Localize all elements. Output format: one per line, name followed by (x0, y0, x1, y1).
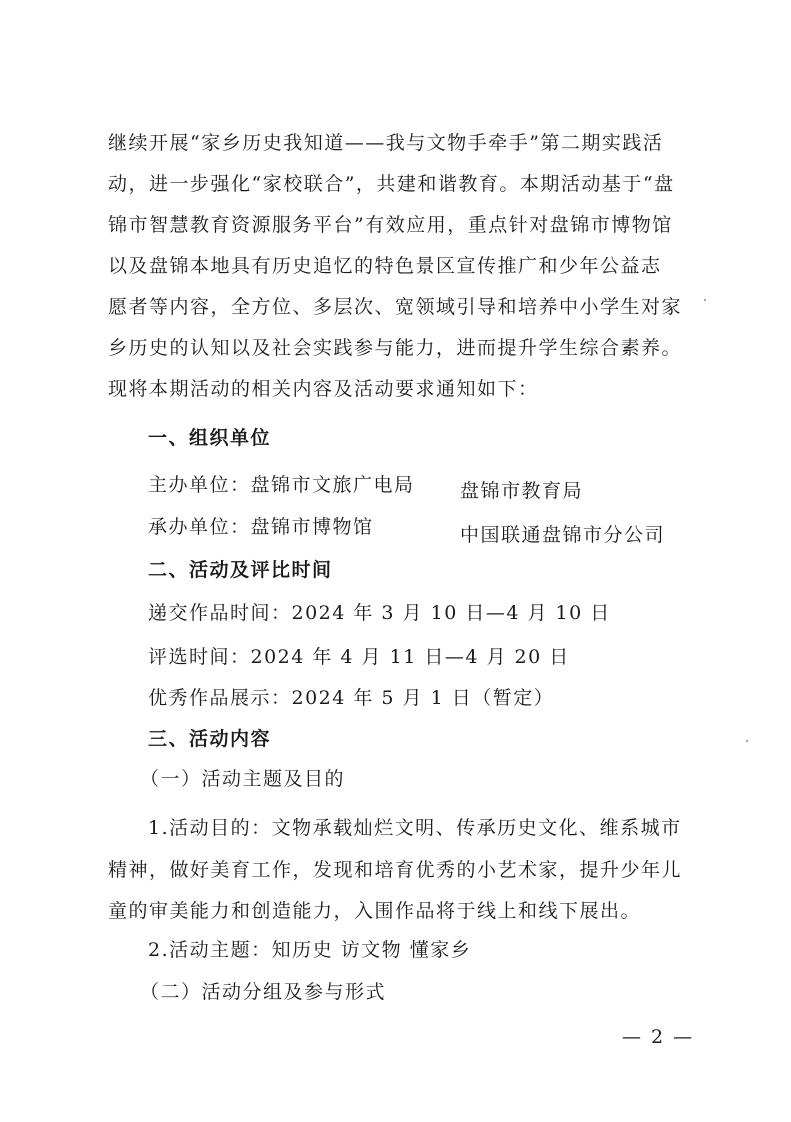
section-heading-content: 三、活动内容 (148, 728, 272, 750)
display-date: 优秀作品展示：2024 年 5 月 1 日（暂定） (148, 687, 555, 709)
section-heading-organizers: 一、组织单位 (148, 427, 272, 449)
paragraph-line: 继续开展“家乡历史我知道——我与文物手牵手”第二期实践活 (108, 132, 664, 154)
activity-theme: 2.活动主题：知历史 访文物 懂家乡 (148, 939, 472, 961)
scan-speck (746, 740, 748, 742)
paragraph-line: 动，进一步强化“家校联合”，共建和谐教育。本期活动基于“盘 (108, 173, 675, 195)
paragraph-line: 愿者等内容，全方位、多层次、宽领域引导和培养中小学生对家 (108, 296, 683, 318)
subsection-groups-format: （二）活动分组及参与形式 (140, 981, 387, 1003)
section-heading-schedule: 二、活动及评比时间 (148, 559, 333, 581)
host-units: 主办单位：盘锦市文旅广电局 (148, 474, 415, 496)
organizer-units: 承办单位：盘锦市博物馆 (148, 516, 374, 538)
scan-speck (704, 299, 706, 301)
paragraph-line: 锦市智慧教育资源服务平台”有效应用，重点针对盘锦市博物馆 (108, 214, 673, 236)
paragraph-line: 1.活动目的：文物承载灿烂文明、传承历史文化、维系城市 (148, 817, 682, 839)
paragraph-line: 以及盘锦本地具有历史追忆的特色景区宣传推广和少年公益志 (108, 255, 662, 277)
organizer-unit-second: 中国联通盘锦市分公司 (460, 524, 666, 546)
subsection-theme-purpose: （一）活动主题及目的 (140, 768, 346, 790)
host-unit-second: 盘锦市教育局 (460, 480, 584, 502)
review-period: 评选时间：2024 年 4 月 11 日—4 月 20 日 (148, 646, 570, 668)
submit-period: 递交作品时间：2024 年 3 月 10 日—4 月 10 日 (148, 602, 611, 624)
paragraph-line: 乡历史的认知以及社会实践参与能力，进而提升学生综合素养。 (108, 337, 683, 359)
paragraph-line: 童的审美能力和创造能力，入围作品将于线上和线下展出。 (108, 900, 642, 922)
paragraph-line: 精神，做好美育工作，发现和培育优秀的小艺术家，提升少年儿 (108, 859, 683, 881)
paragraph-line: 现将本期活动的相关内容及活动要求通知如下： (108, 378, 539, 400)
page-number: — 2 — (622, 1026, 695, 1048)
